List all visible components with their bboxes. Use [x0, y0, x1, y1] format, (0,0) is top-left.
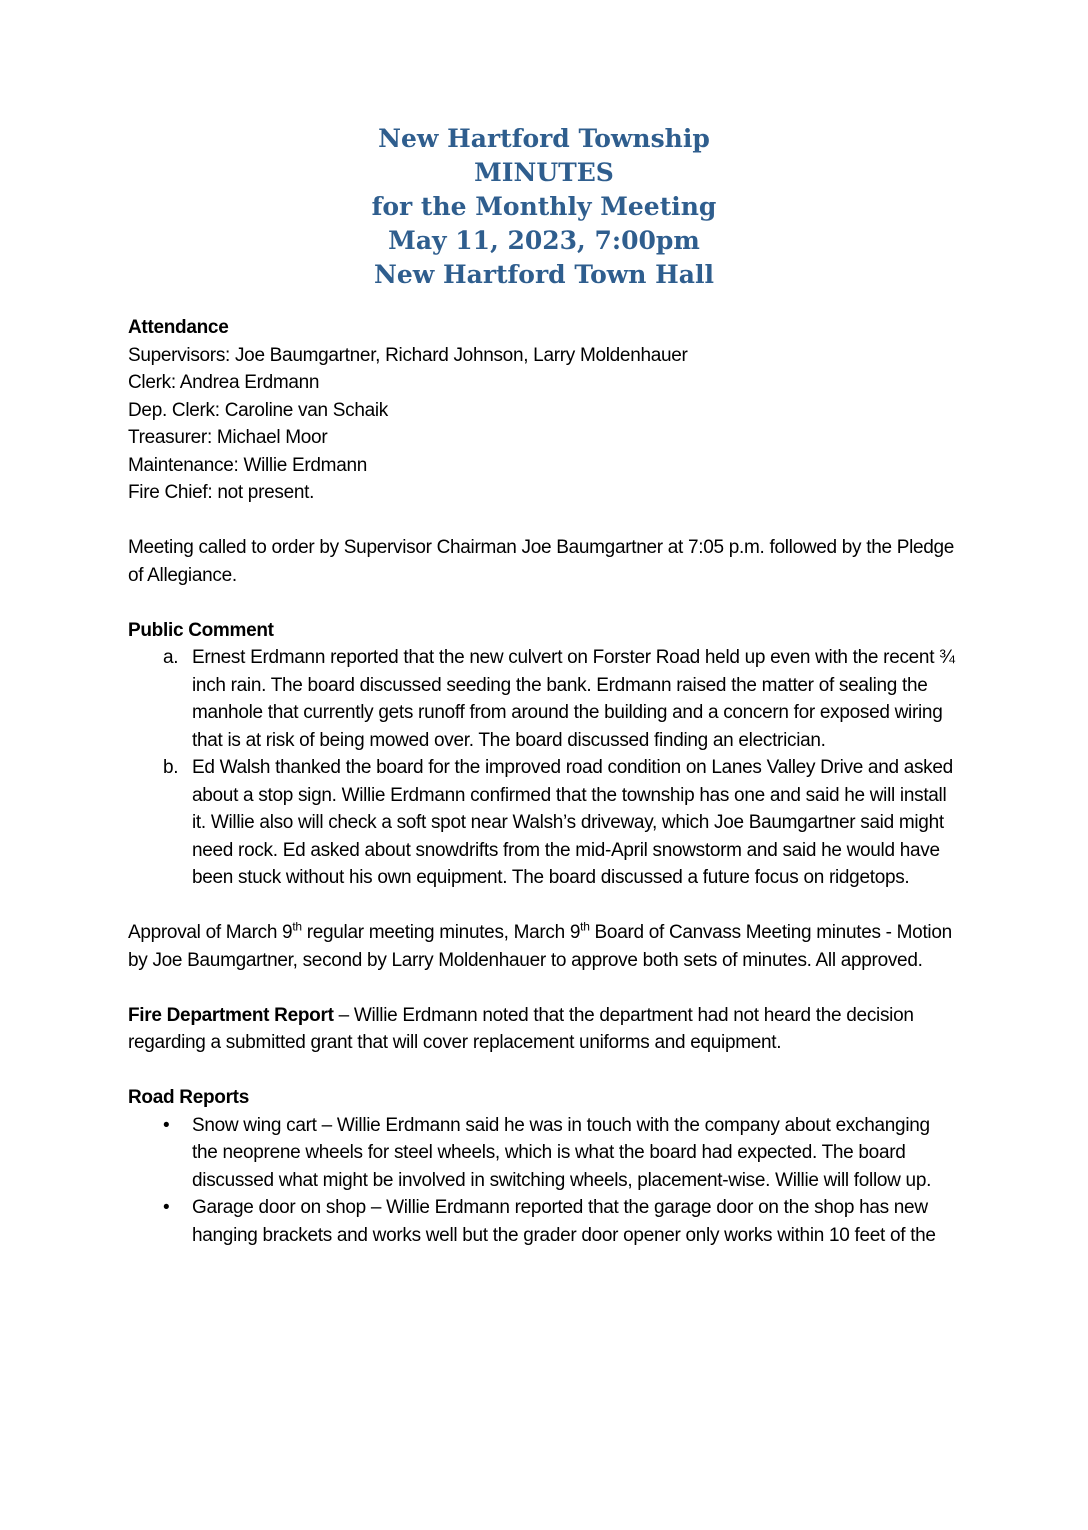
list-item [163, 754, 960, 892]
list-item-marker: b. [163, 757, 179, 778]
attendance-treasurer: Treasurer: Michael Moor [128, 427, 328, 448]
attendance-heading: Attendance [128, 317, 229, 338]
public-comment-list [163, 644, 960, 892]
public-comment-item-a: Ernest Erdmann reported that the new culvert on Forster Road held up even with the recent ¾ inch rain. The board discussed seeding the bank. Erdmann raised the matter of sealing the manhole that currently gets runoff from around the building and a concern for exposed wiring that is at risk of being mowed over. The board discussed finding an electrician. [192, 647, 955, 751]
road-reports-section [128, 1084, 960, 1249]
attendance-clerk: Clerk: Andrea Erdmann [128, 372, 320, 393]
road-reports-heading: Road Reports [128, 1087, 249, 1108]
road-report-snow-wing-cart: Snow wing cart – Willie Erdmann said he was in touch with the company about exchanging the neoprene wheels for steel wheels, which is what the board had expected. The board discussed what might be involved in switching wheels, placement-wise. Willie will follow up. [192, 1114, 932, 1191]
attendance-section [128, 314, 960, 507]
call-to-order-paragraph: Meeting called to order by Supervisor Chairman Joe Baumgartner at 7:05 p.m. followed by the Pledge of Allegiance. [128, 537, 955, 586]
attendance-deputy-clerk: Dep. Clerk: Caroline van Schaik [128, 399, 388, 421]
list-item [163, 1112, 960, 1195]
fire-department-text: – Willie Erdmann noted that the department had not heard the decision regarding a submitted grant that will cover replacement uniforms and equipment. [128, 1004, 914, 1053]
title-line-minutes: MINUTES [474, 158, 614, 187]
minutes-approval-paragraph [128, 919, 960, 974]
ordinal-suffix: th [580, 919, 590, 934]
road-reports-list [163, 1112, 960, 1250]
road-report-garage-door: Garage door on shop – Willie Erdmann reported that the garage door on the shop has new hanging brackets and works well but the grader door opener only works within 10 feet of the [192, 1197, 936, 1246]
minutes-approval-section [128, 919, 960, 974]
list-item-marker: a. [163, 647, 179, 668]
call-to-order-section [128, 534, 960, 589]
title-line-township: New Hartford Township [378, 124, 710, 153]
public-comment-item-b: Ed Walsh thanked the board for the improved road condition on Lanes Valley Drive and asked about a stop sign. Willie Erdmann confirmed that the township has one and said he will install it. Willie also will check a soft spot near Walsh’s driveway, which Joe Baumgartner said might need rock. Ed asked about snowdrifts from the mid-April snowstorm and said he would have been stuck without his own equipment. The board discussed a future focus on ridgetops. [192, 757, 953, 888]
approval-segment-2: regular meeting minutes, March 9 [301, 922, 581, 943]
public-comment-heading: Public Comment [128, 619, 274, 641]
list-item [163, 644, 960, 754]
fire-department-section [128, 1002, 960, 1057]
title-line-date: May 11, 2023, 7:00pm [388, 226, 700, 255]
fire-department-paragraph [128, 1002, 960, 1057]
bullet-icon: • [163, 1197, 170, 1218]
title-line-meeting: for the Monthly Meeting [371, 192, 717, 221]
public-comment-section [128, 617, 960, 892]
fire-department-label: Fire Department Report [128, 1004, 334, 1026]
approval-segment-1: Approval of March 9 [128, 922, 293, 943]
document-title [128, 122, 960, 292]
attendance-maintenance: Maintenance: Willie Erdmann [128, 454, 368, 476]
list-item [163, 1194, 960, 1249]
attendance-supervisors: Supervisors: Joe Baumgartner, Richard Johnson, Larry Moldenhauer [128, 344, 688, 366]
document-page [0, 122, 1088, 1249]
title-line-location: New Hartford Town Hall [374, 260, 714, 289]
attendance-fire-chief: Fire Chief: not present. [128, 482, 315, 503]
approval-segment-3: Board of Canvass Meeting minutes - Motion by Joe Baumgartner, second by Larry Moldenhauer to approve both sets of minutes. All approved. [128, 922, 952, 971]
ordinal-suffix: th [292, 919, 302, 934]
bullet-icon: • [163, 1114, 170, 1136]
